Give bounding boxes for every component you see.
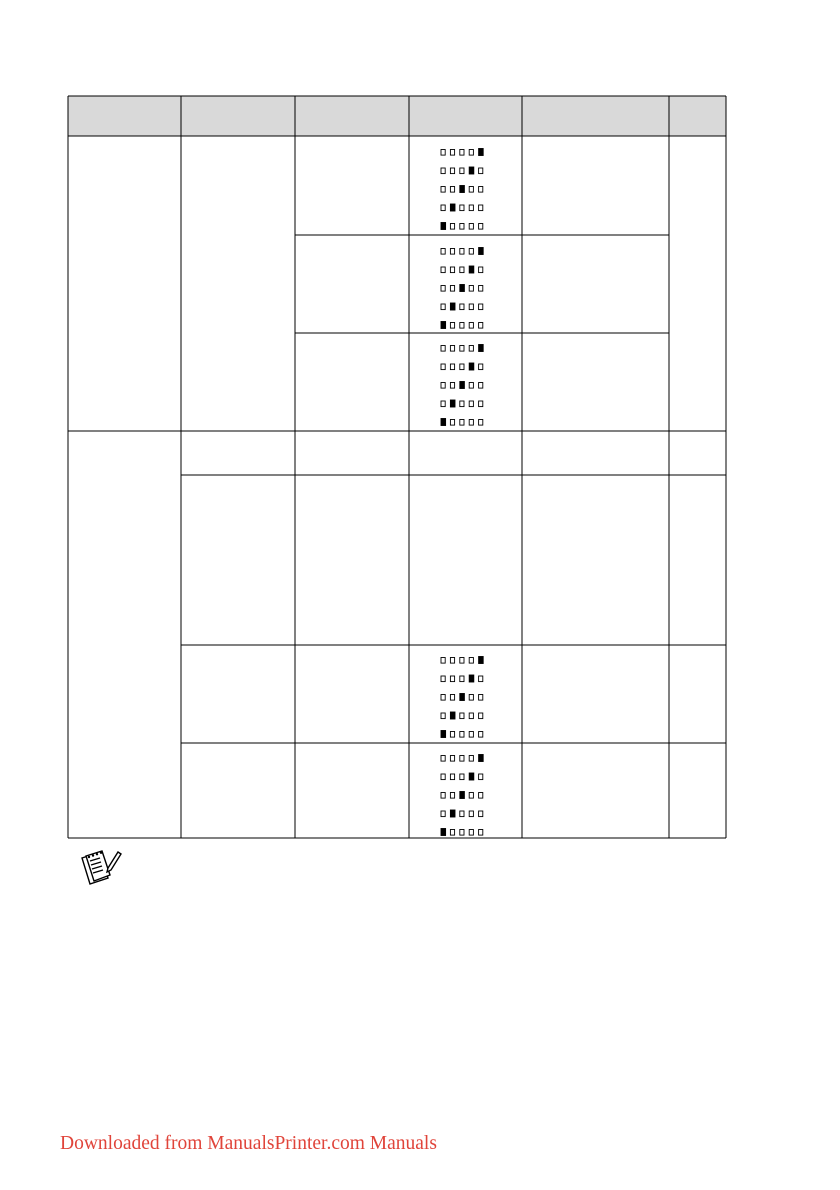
- level-box-empty: [450, 267, 454, 273]
- level-box-empty: [441, 774, 445, 780]
- level-box-empty: [450, 346, 454, 352]
- level-box-empty: [469, 187, 473, 193]
- level-box-filled: [450, 712, 455, 719]
- level-box-empty: [469, 205, 473, 211]
- level-box-filled: [479, 248, 484, 255]
- level-box-filled: [479, 755, 484, 762]
- level-box-empty: [441, 658, 445, 664]
- level-box-empty: [450, 774, 454, 780]
- level-box-empty: [450, 658, 454, 664]
- level-scale-3: [441, 657, 483, 738]
- level-box-empty: [450, 732, 454, 738]
- level-box-empty: [479, 323, 483, 329]
- level-box-empty: [469, 401, 473, 407]
- level-box-empty: [460, 830, 464, 836]
- level-box-filled: [441, 223, 446, 230]
- level-box-filled: [469, 773, 474, 780]
- level-box-empty: [450, 793, 454, 799]
- level-box-empty: [460, 676, 464, 682]
- level-box-empty: [469, 420, 473, 426]
- level-box-empty: [469, 383, 473, 389]
- level-box-empty: [441, 187, 445, 193]
- level-box-empty: [441, 249, 445, 255]
- level-box-empty: [450, 168, 454, 174]
- level-box-empty: [450, 150, 454, 156]
- level-box-filled: [469, 363, 474, 370]
- level-box-empty: [441, 401, 445, 407]
- level-box-filled: [479, 657, 484, 664]
- level-box-empty: [479, 168, 483, 174]
- notepad-pencil-icon: [78, 848, 122, 886]
- level-box-empty: [450, 364, 454, 370]
- level-box-filled: [450, 400, 455, 407]
- level-box-empty: [479, 793, 483, 799]
- level-box-empty: [479, 187, 483, 193]
- level-box-empty: [441, 286, 445, 292]
- level-box-empty: [460, 267, 464, 273]
- level-box-empty: [469, 830, 473, 836]
- level-box-empty: [450, 187, 454, 193]
- level-box-empty: [479, 205, 483, 211]
- table-grid: [68, 96, 726, 838]
- level-scale-1: [441, 248, 483, 329]
- level-box-empty: [450, 323, 454, 329]
- level-box-empty: [479, 420, 483, 426]
- level-box-empty: [469, 793, 473, 799]
- level-box-empty: [469, 286, 473, 292]
- level-scales: [441, 149, 483, 836]
- level-box-empty: [441, 168, 445, 174]
- level-box-empty: [460, 249, 464, 255]
- level-box-empty: [469, 732, 473, 738]
- level-box-filled: [441, 419, 446, 426]
- level-box-empty: [460, 364, 464, 370]
- level-box-empty: [469, 756, 473, 762]
- level-box-empty: [469, 249, 473, 255]
- level-box-empty: [479, 401, 483, 407]
- level-box-empty: [479, 267, 483, 273]
- level-box-filled: [460, 186, 465, 193]
- level-box-empty: [441, 713, 445, 719]
- level-box-empty: [479, 304, 483, 310]
- level-box-filled: [469, 167, 474, 174]
- level-scale-0: [441, 149, 483, 230]
- level-box-empty: [479, 364, 483, 370]
- level-box-empty: [450, 830, 454, 836]
- level-box-filled: [479, 345, 484, 352]
- level-box-empty: [460, 756, 464, 762]
- level-box-empty: [469, 224, 473, 230]
- level-box-empty: [441, 383, 445, 389]
- level-box-filled: [469, 266, 474, 273]
- level-box-filled: [441, 731, 446, 738]
- level-box-empty: [441, 267, 445, 273]
- level-box-empty: [450, 695, 454, 701]
- level-box-filled: [460, 382, 465, 389]
- level-box-empty: [441, 756, 445, 762]
- level-box-empty: [479, 774, 483, 780]
- level-box-empty: [479, 830, 483, 836]
- level-box-empty: [479, 676, 483, 682]
- level-box-empty: [460, 774, 464, 780]
- level-box-filled: [441, 829, 446, 836]
- level-box-empty: [460, 811, 464, 817]
- level-box-empty: [450, 383, 454, 389]
- level-box-empty: [460, 713, 464, 719]
- level-box-empty: [479, 732, 483, 738]
- level-box-empty: [450, 676, 454, 682]
- level-box-empty: [460, 224, 464, 230]
- level-box-empty: [450, 420, 454, 426]
- level-box-empty: [479, 286, 483, 292]
- level-box-filled: [460, 694, 465, 701]
- level-box-empty: [460, 323, 464, 329]
- level-box-empty: [469, 658, 473, 664]
- level-box-empty: [469, 695, 473, 701]
- level-box-empty: [479, 811, 483, 817]
- level-scale-2: [441, 345, 483, 426]
- level-box-empty: [460, 658, 464, 664]
- level-box-empty: [469, 150, 473, 156]
- footer-download-link[interactable]: Downloaded from ManualsPrinter.com Manuals: [60, 1133, 437, 1154]
- level-box-empty: [460, 168, 464, 174]
- level-box-empty: [441, 150, 445, 156]
- level-box-empty: [441, 676, 445, 682]
- level-box-filled: [450, 204, 455, 211]
- level-box-empty: [479, 695, 483, 701]
- level-box-filled: [460, 285, 465, 292]
- level-box-empty: [441, 304, 445, 310]
- level-box-filled: [469, 675, 474, 682]
- level-box-empty: [469, 346, 473, 352]
- level-box-empty: [479, 383, 483, 389]
- level-box-empty: [469, 323, 473, 329]
- level-box-empty: [460, 401, 464, 407]
- level-box-empty: [450, 286, 454, 292]
- level-box-empty: [450, 249, 454, 255]
- table-header-row: [68, 96, 726, 136]
- level-box-empty: [441, 811, 445, 817]
- level-box-empty: [441, 205, 445, 211]
- level-box-empty: [450, 224, 454, 230]
- level-box-filled: [460, 792, 465, 799]
- level-box-filled: [479, 149, 484, 156]
- level-box-empty: [460, 420, 464, 426]
- level-box-empty: [469, 811, 473, 817]
- level-box-empty: [460, 150, 464, 156]
- level-box-empty: [460, 346, 464, 352]
- level-box-empty: [479, 713, 483, 719]
- level-box-filled: [441, 322, 446, 329]
- level-box-empty: [469, 304, 473, 310]
- level-box-empty: [441, 346, 445, 352]
- level-box-empty: [479, 224, 483, 230]
- level-box-empty: [441, 793, 445, 799]
- level-box-empty: [441, 695, 445, 701]
- level-box-filled: [450, 810, 455, 817]
- level-box-empty: [450, 756, 454, 762]
- level-box-empty: [460, 732, 464, 738]
- level-box-filled: [450, 303, 455, 310]
- level-box-empty: [441, 364, 445, 370]
- level-box-empty: [460, 304, 464, 310]
- level-scale-4: [441, 755, 483, 836]
- level-box-empty: [460, 205, 464, 211]
- level-box-empty: [469, 713, 473, 719]
